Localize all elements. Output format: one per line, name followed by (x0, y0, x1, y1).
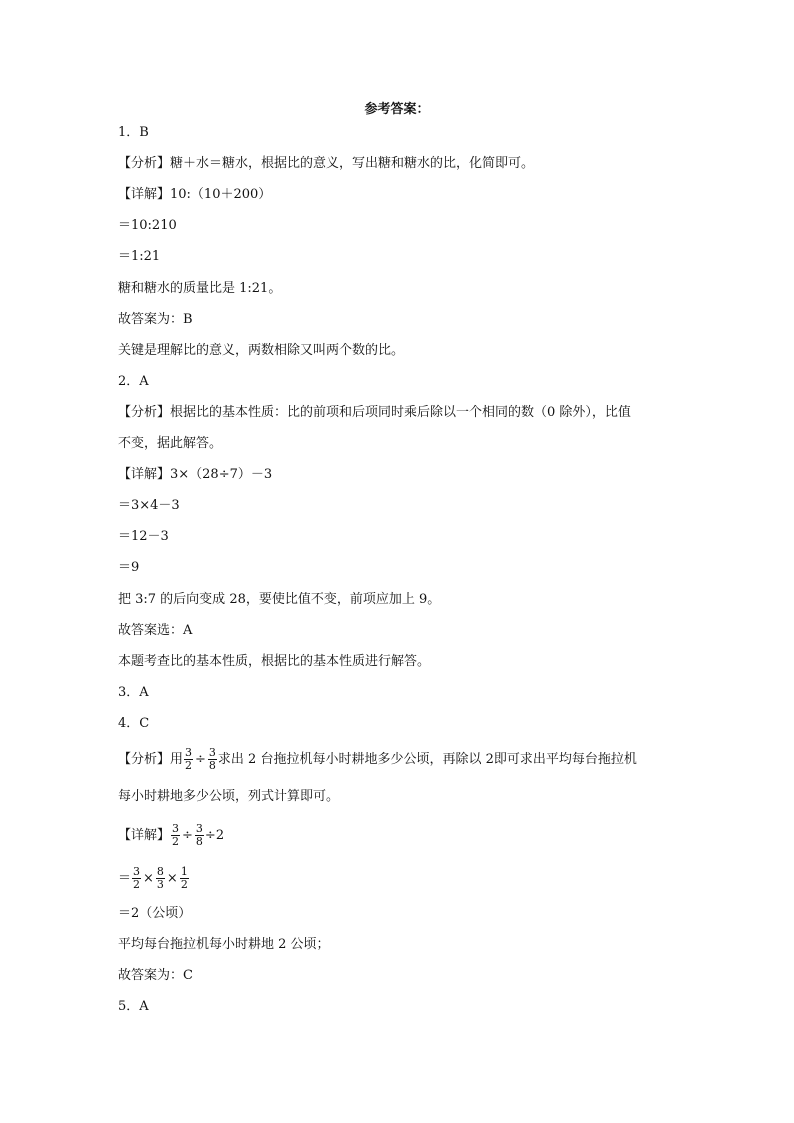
q2-step: ＝9 (118, 560, 140, 575)
denominator: 2 (133, 878, 141, 891)
denominator: 8 (208, 759, 216, 772)
q1-step: ＝1:21 (118, 249, 161, 264)
q4-final-answer: 故答案为：C (118, 968, 193, 983)
fraction (132, 866, 141, 891)
q1-step: ＝10:210 (118, 218, 177, 233)
q4-conclusion: 平均每台拖拉机每小时耕地 2 公顷； (118, 937, 330, 952)
equals-sign: ＝ (118, 871, 132, 886)
q4-detail-tail: ÷2 (204, 828, 225, 843)
q2-step: ＝12－3 (118, 529, 169, 544)
q4-analysis-suffix: 求出 2 台拖拉机每小时耕地多少公顷，再除以 2即可求出平均每台拖拉机 (217, 752, 637, 767)
times-sign: × (143, 871, 154, 886)
denominator: 8 (195, 835, 203, 848)
denominator: 2 (172, 835, 180, 848)
numerator: 3 (208, 746, 216, 759)
numerator: 3 (133, 865, 141, 878)
q4-analysis (118, 747, 637, 772)
q5-answer: 5．A (118, 999, 149, 1014)
denominator: 3 (156, 878, 164, 891)
q1-conclusion: 糖和糖水的质量比是 1:21。 (118, 281, 282, 296)
fraction (180, 866, 189, 891)
fraction (156, 866, 165, 891)
q4-analysis-cont: 每小时耕地多少公顷，列式计算即可。 (118, 789, 340, 804)
fraction (195, 823, 204, 848)
q2-detail: 【详解】3×（28÷7）－3 (118, 467, 273, 482)
divide-sign: ÷ (182, 828, 193, 843)
q4-analysis-prefix: 【分析】用 (118, 752, 184, 767)
numerator: 3 (185, 746, 193, 759)
fraction (184, 747, 193, 772)
q4-answer: 4．C (118, 716, 150, 731)
denominator: 2 (180, 878, 188, 891)
fraction (208, 747, 217, 772)
denominator: 2 (185, 759, 193, 772)
numerator: 3 (195, 822, 203, 835)
q1-final-answer: 故答案为：B (118, 312, 193, 327)
numerator: 8 (156, 865, 164, 878)
q3-answer: 3．A (118, 685, 149, 700)
page-title: 参考答案： (364, 102, 430, 117)
numerator: 1 (180, 865, 188, 878)
q4-step (118, 866, 190, 891)
q4-detail (118, 823, 224, 848)
q2-analysis: 【分析】根据比的基本性质：比的前项和后项同时乘后除以一个相同的数（0 除外），比值 (118, 405, 631, 420)
q2-step: ＝3×4－3 (118, 498, 180, 513)
q2-analysis-cont: 不变，据此解答。 (118, 436, 223, 451)
q2-final-answer: 故答案选：A (118, 623, 193, 638)
q2-conclusion: 把 3:7 的后向变成 28，要使比值不变，前项应加上 9。 (118, 592, 441, 607)
q4-detail-prefix: 【详解】 (118, 828, 171, 843)
q1-answer: 1．B (118, 125, 149, 140)
q2-answer: 2．A (118, 374, 149, 389)
q2-note: 本题考查比的基本性质，根据比的基本性质进行解答。 (118, 654, 431, 669)
q1-note: 关键是理解比的意义，两数相除又叫两个数的比。 (118, 343, 405, 358)
times-sign: × (166, 871, 178, 886)
q4-result: ＝2（公顷） (118, 906, 192, 921)
q1-detail: 【详解】10:（10＋200） (118, 187, 272, 202)
divide-sign: ÷ (195, 752, 206, 767)
q1-analysis: 【分析】糖＋水＝糖水，根据比的意义，写出糖和糖水的比，化简即可。 (118, 156, 535, 171)
fraction (171, 823, 180, 848)
numerator: 3 (172, 822, 180, 835)
